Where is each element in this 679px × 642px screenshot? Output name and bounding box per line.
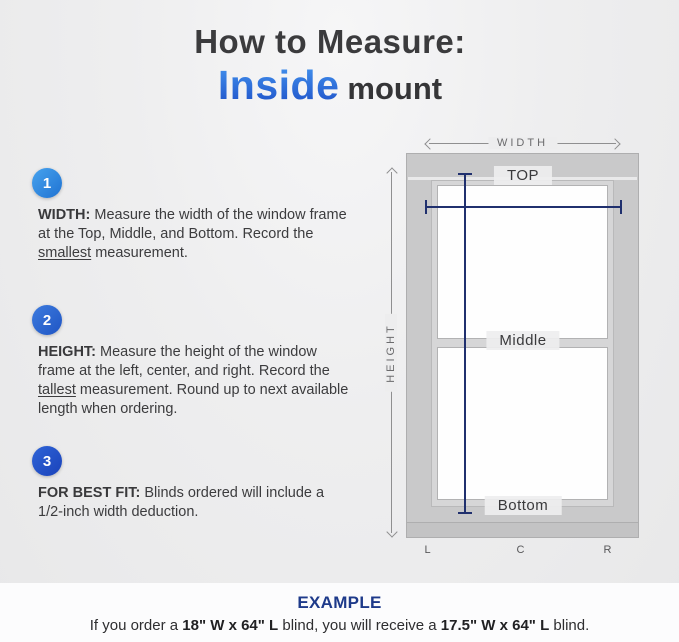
subtitle-inside: Inside [217, 62, 340, 108]
example-received-size: 17.5" W x 64" L [440, 617, 550, 634]
step-1-label: WIDTH: [38, 207, 91, 223]
height-measure-line [464, 174, 466, 513]
label-bottom: Bottom [485, 496, 562, 515]
width-label: WIDTH [488, 137, 557, 149]
example-ordered-size: 18" W x 64" L [182, 617, 279, 634]
step-2 [32, 305, 350, 419]
step-3-label: FOR BEST FIT: [38, 485, 141, 501]
step-1-text [38, 206, 350, 263]
example-heading: EXAMPLE [297, 593, 382, 612]
step-1 [32, 168, 350, 263]
step-1-body: Measure the width of the window frame at the Top, Middle, and Bottom. Record the [38, 207, 347, 242]
arrowhead-left-icon [424, 138, 435, 149]
step-1-number-badge: 1 [32, 168, 62, 198]
height-label: HEIGHT [385, 314, 397, 392]
step-2-body: Measure the height of the window frame at the left, center, and right. Record the [38, 344, 330, 379]
label-top: TOP [494, 166, 552, 185]
arrowhead-right-icon [609, 138, 620, 149]
label-middle: Middle [486, 331, 559, 350]
step-3-number-badge: 3 [32, 446, 62, 476]
window-lower-pane [437, 347, 608, 500]
label-center: C [516, 544, 526, 556]
step-1-underlined-word: smallest [38, 245, 92, 261]
title-block [0, 22, 660, 117]
step-2-text [38, 343, 350, 419]
example-sentence [0, 617, 679, 634]
height-dimension-arrow [384, 168, 398, 537]
height-measure-cap-top [458, 173, 472, 175]
step-2-underlined-word: tallest [38, 382, 76, 398]
width-measure-cap-left [425, 200, 427, 214]
width-measure-cap-right [620, 200, 622, 214]
subtitle-mount: mount [347, 71, 443, 106]
example-middle: blind, you will receive a [278, 617, 441, 634]
arrowhead-down-icon [386, 526, 397, 537]
label-left: L [424, 544, 432, 556]
example-footer [0, 583, 679, 642]
page-subtitle [0, 63, 660, 117]
width-measure-line [426, 206, 621, 208]
step-3 [32, 446, 350, 522]
window-sill [407, 522, 638, 537]
example-prefix: If you order a [89, 617, 183, 634]
width-dimension-arrow [425, 136, 620, 150]
window-upper-pane [437, 185, 608, 339]
label-right: R [603, 544, 613, 556]
step-3-text [38, 484, 350, 522]
step-2-body-end: measurement. Round up to next available length when ordering. [38, 382, 349, 417]
step-3-body: Blinds ordered will include a 1/2-inch width deduction. [38, 485, 325, 520]
arrowhead-up-icon [386, 167, 397, 178]
step-2-number-badge: 2 [32, 305, 62, 335]
example-suffix: blind. [549, 617, 590, 634]
step-2-label: HEIGHT: [38, 344, 96, 360]
window-diagram [380, 130, 675, 565]
step-1-body-end: measurement. [91, 245, 188, 261]
page-title: How to Measure: [194, 23, 466, 60]
height-measure-cap-bottom [458, 512, 472, 514]
